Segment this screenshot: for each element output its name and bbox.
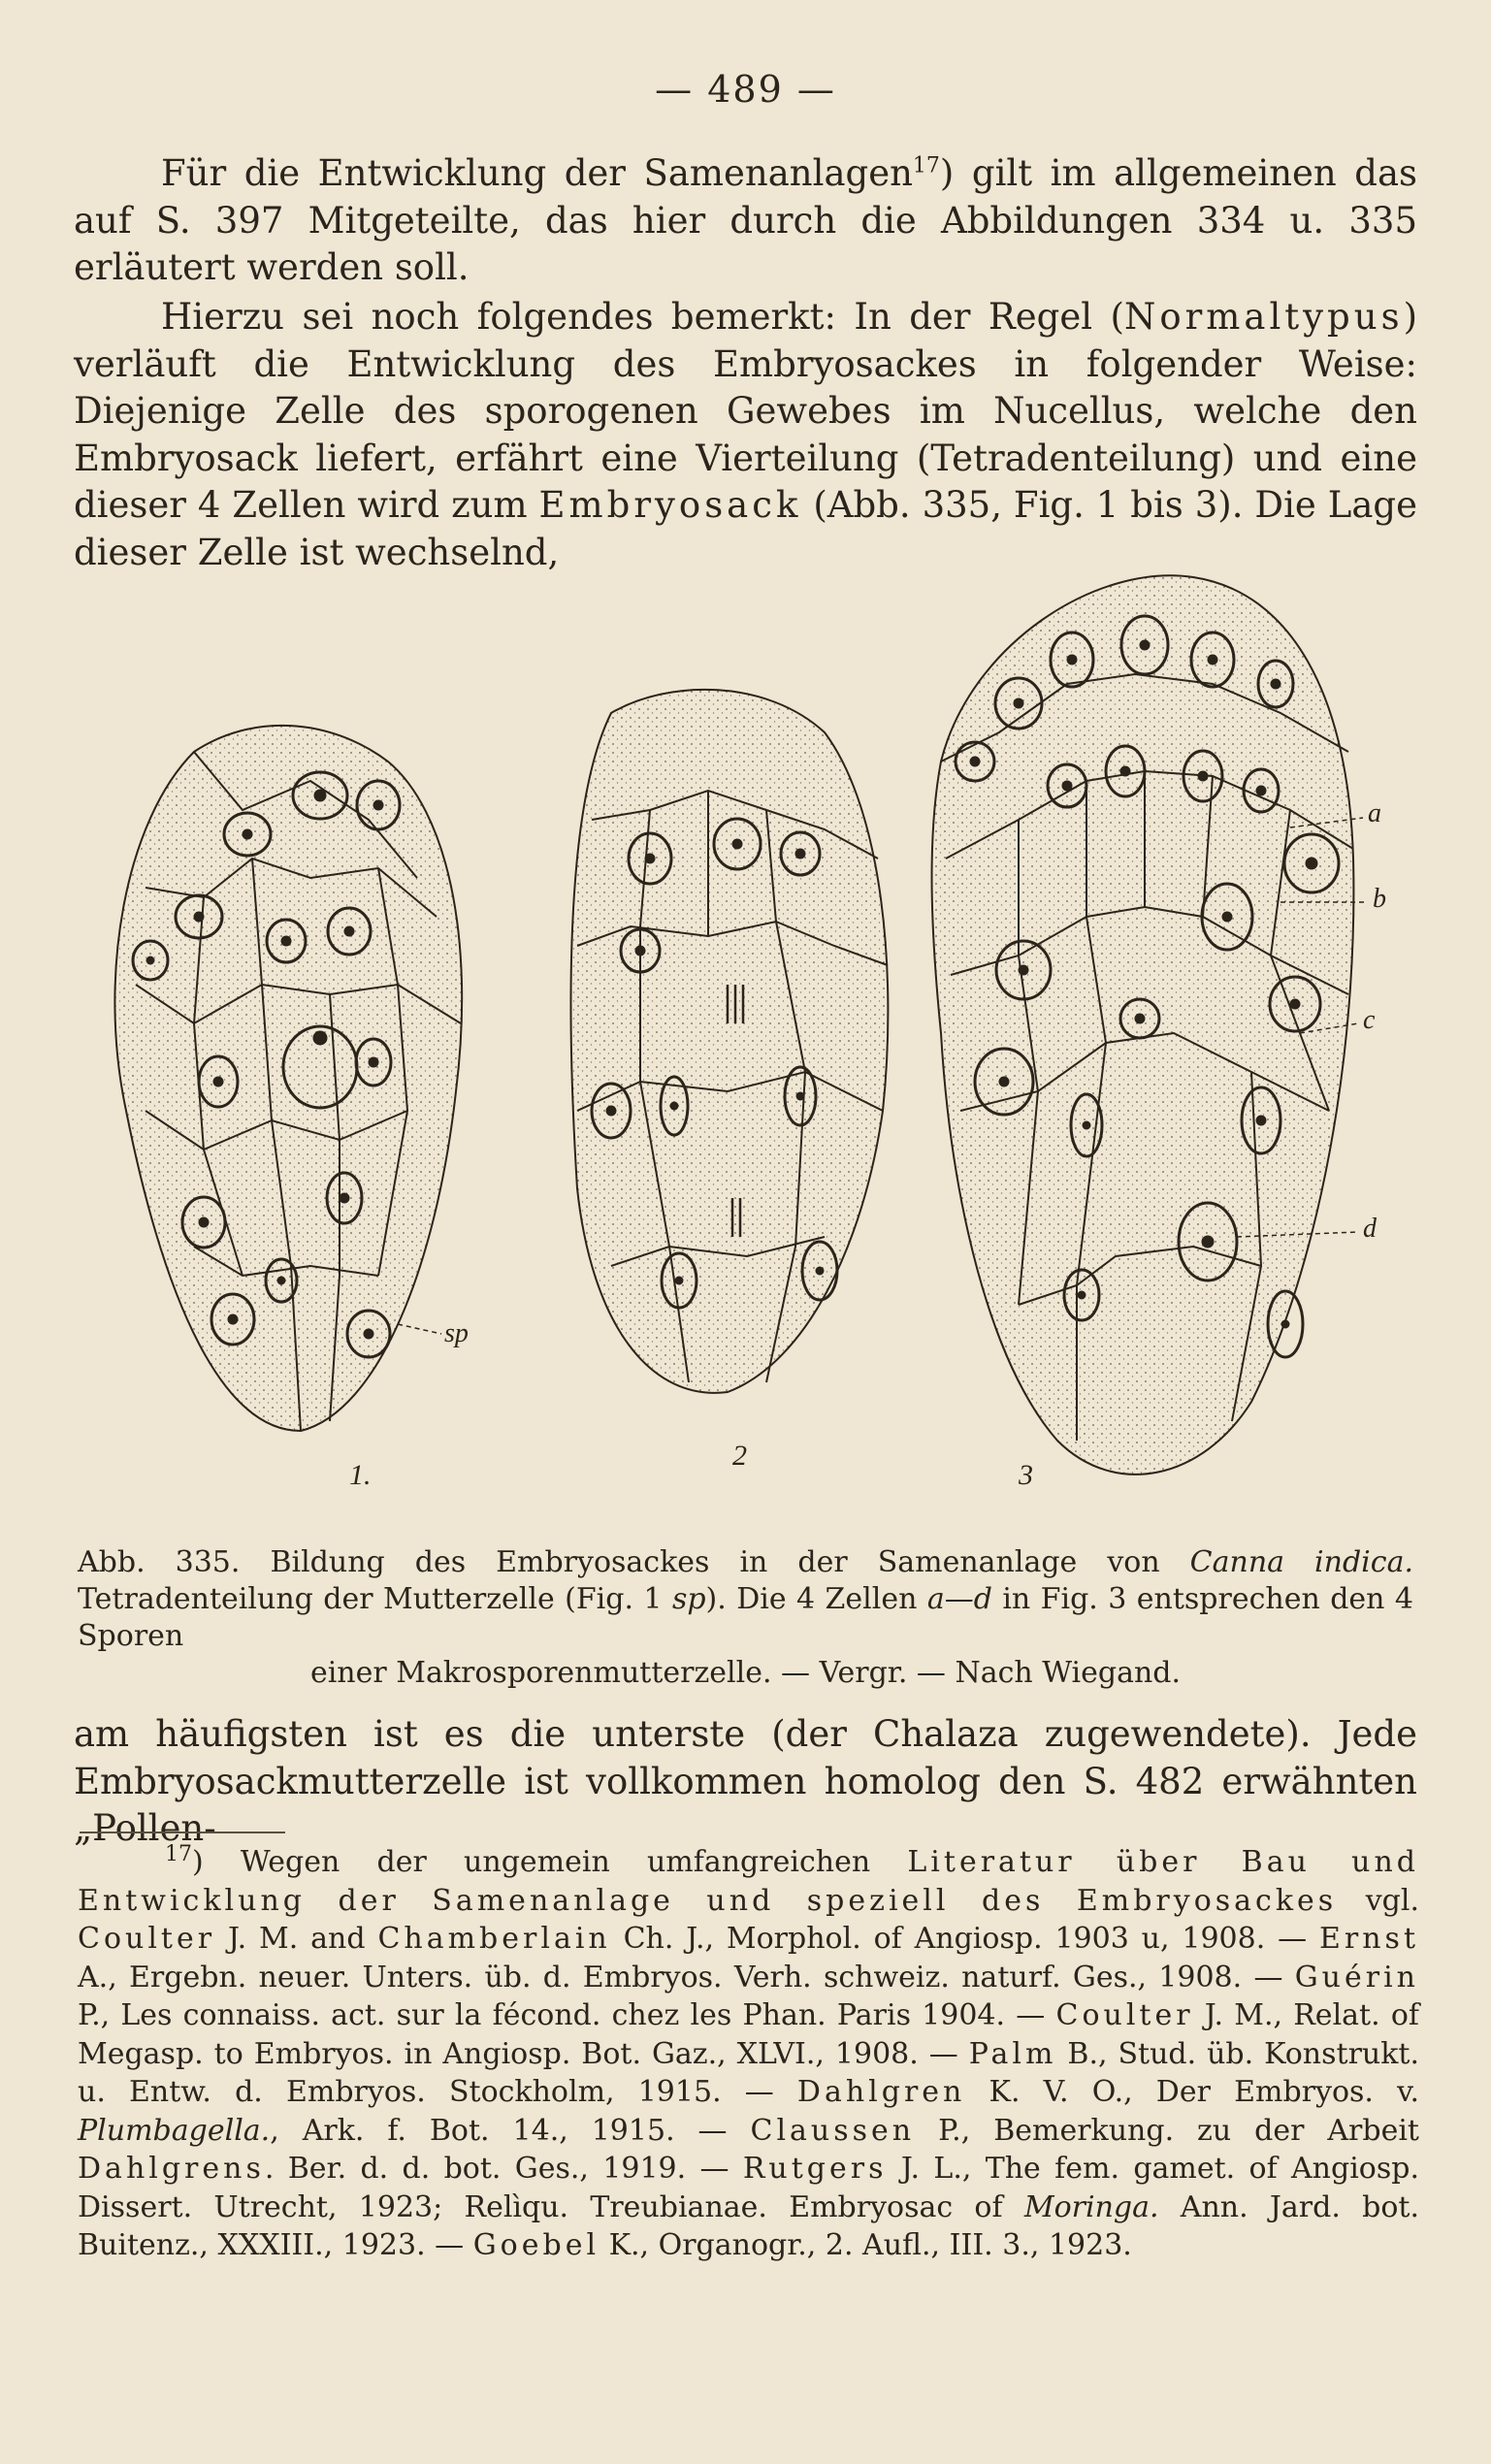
footnote-text-9: K. V. O., Der Embryos. v. (965, 2075, 1420, 2109)
label-d: d (1363, 1214, 1377, 1244)
figure-caption (78, 1544, 1413, 1692)
footnote-text-7: J. M., Relat. of Megasp. to Embryos. in Angiosp. Bot. Gaz., XLVI., 1908. — (78, 1998, 1420, 2071)
title-plumbagella: Plumbagella. (78, 2113, 271, 2148)
paragraph-2-text-a: Hierzu sei noch folgendes bemerkt: In der Regel ( (161, 296, 1124, 338)
title-moringa: Moringa. (1023, 2189, 1159, 2224)
footnote-17 (78, 1843, 1419, 2265)
footnote-text-10: , Ark. f. Bot. 14., 1915. — (270, 2113, 751, 2148)
footnote-text-12: . Ber. d. d. bot. Ges., 1919. — (264, 2152, 743, 2186)
fig-3-cell-tissue (932, 575, 1354, 1475)
fig-1-cell-tissue (114, 726, 462, 1431)
author-rutgers: Rutgers (742, 2152, 888, 2186)
footnote-number: 17 (165, 1842, 192, 1866)
author-ernst: Ernst (1318, 1922, 1419, 1956)
term-normaltypus: Normaltypus (1123, 296, 1404, 338)
fig-2-cell-tissue (570, 690, 888, 1393)
label-a: a (1368, 798, 1381, 828)
footnote-text-15: K., Organogr., 2. Aufl., III. 3., 1923. (600, 2228, 1132, 2262)
label-b: b (1373, 884, 1386, 914)
footnote-text-8: B., Stud. üb. Konstrukt. u. Entw. d. Embryos. Stockholm, 1915. — (78, 2036, 1420, 2109)
label-sp: sp (444, 1318, 469, 1348)
label-fig-3: 3 (1019, 1459, 1033, 1491)
footnote-text-5: A., Ergebn. neuer. Unters. üb. d. Embryos. Verh. schweiz. naturf. Ges., 1908. — (78, 1960, 1295, 1994)
label-fig-1: 1. (349, 1459, 372, 1491)
footnote-reference[interactable]: 17 (912, 153, 940, 178)
caption-sp: sp (671, 1582, 706, 1616)
footnote-text-13: J. L., The fem. gamet. of Angiosp. Dissert. Utrecht, 1923; Relìqu. Treubianae. Embryosac of (78, 2152, 1420, 2224)
caption-species: Canna indica. (1189, 1545, 1413, 1579)
author-claussen: Claussen (750, 2113, 916, 2148)
paragraph-1-text-a: Für die Entwicklung der Samenanlagen (161, 152, 913, 194)
footnote-text-1: ) Wegen der ungemein umfangreichen (192, 1845, 908, 1879)
caption-text-a: Abb. 335. Bildung des Embryosackes in der Samenanlage von (78, 1545, 1190, 1579)
label-fig-2: 2 (732, 1440, 747, 1472)
footnote-divider (80, 1832, 285, 1833)
botanical-illustration (87, 567, 1407, 1533)
caption-a-d: a—d (926, 1582, 992, 1616)
caption-text-b: Tetradenteilung der Mutterzelle (Fig. 1 (78, 1582, 672, 1616)
footnote-text-14: Ann. Jard. bot. Buitenz., XXXIII., 1923. — (78, 2189, 1419, 2262)
caption-text-c: ). Die 4 Zellen (705, 1582, 927, 1616)
paragraph-3: am häufigsten ist es die unterste (der Chalaza zugewendete). Jede Embryosackmutterzelle ist vollkommen homolog den S. 482 erwähnten „Pollen- (74, 1713, 1417, 1849)
author-goebel: Goebel (472, 2228, 600, 2262)
author-dahlgrens: Dahlgrens (78, 2152, 265, 2186)
paragraph-2-text-b: ) verläuft die Entwicklung des Embryosackes in folgender Weise: Diejenige Zelle des sporogenen Gewebes im Nucellus, welche den Embryosack liefert, erfährt eine Vierteilung (Tetradenteilung) und eine dieser 4 Zellen wird zum (74, 296, 1417, 526)
paragraph-2-text-c: (Abb. 335, Fig. 1 bis 3). Die Lage dieser Zelle ist wechselnd, (74, 484, 1417, 573)
paragraph-1 (74, 150, 1417, 292)
footnote-spaced-1: Literatur über Bau und Entwicklung der Samenanlage und speziell des Embryosackes (78, 1845, 1419, 1918)
page-number: — 489 — (655, 68, 836, 111)
paragraph-2 (74, 294, 1417, 576)
author-coulter: Coulter (78, 1922, 216, 1956)
author-coulter-2: Coulter (1055, 1998, 1194, 2032)
footnote-text-11: P., Bemerkung. zu der Arbeit (915, 2113, 1419, 2148)
author-dahlgren: Dahlgren (796, 2075, 966, 2109)
term-embryosack: Embryosack (538, 484, 802, 526)
figure-abb-335 (87, 567, 1407, 1533)
author-palm: Palm (968, 2036, 1057, 2071)
footnote-text-3: J. M. and (215, 1922, 378, 1956)
footnote-text-4: Ch. J., Morphol. of Angiosp. 1903 u, 1908. — (610, 1922, 1319, 1956)
footnote-text-2: vgl. (1337, 1883, 1419, 1918)
footnote-text-6: P., Les connaiss. act. sur la fécond. chez les Phan. Paris 1904. — (78, 1998, 1056, 2032)
label-c: c (1363, 1005, 1376, 1035)
paragraph-1-text-b: ) gilt im allgemeinen das auf S. 397 Mitgeteilte, das hier durch die Abbildungen 334 u. 335 erläutert werden soll. (74, 152, 1418, 288)
caption-text-d: in Fig. 3 entsprechen den 4 Sporen (78, 1582, 1413, 1653)
caption-line-3: einer Makrosporenmutterzelle. — Vergr. — Nach Wiegand. (309, 1656, 1182, 1690)
author-chamberlain: Chamberlain (377, 1922, 611, 1956)
author-guerin: Guérin (1294, 1960, 1419, 1994)
